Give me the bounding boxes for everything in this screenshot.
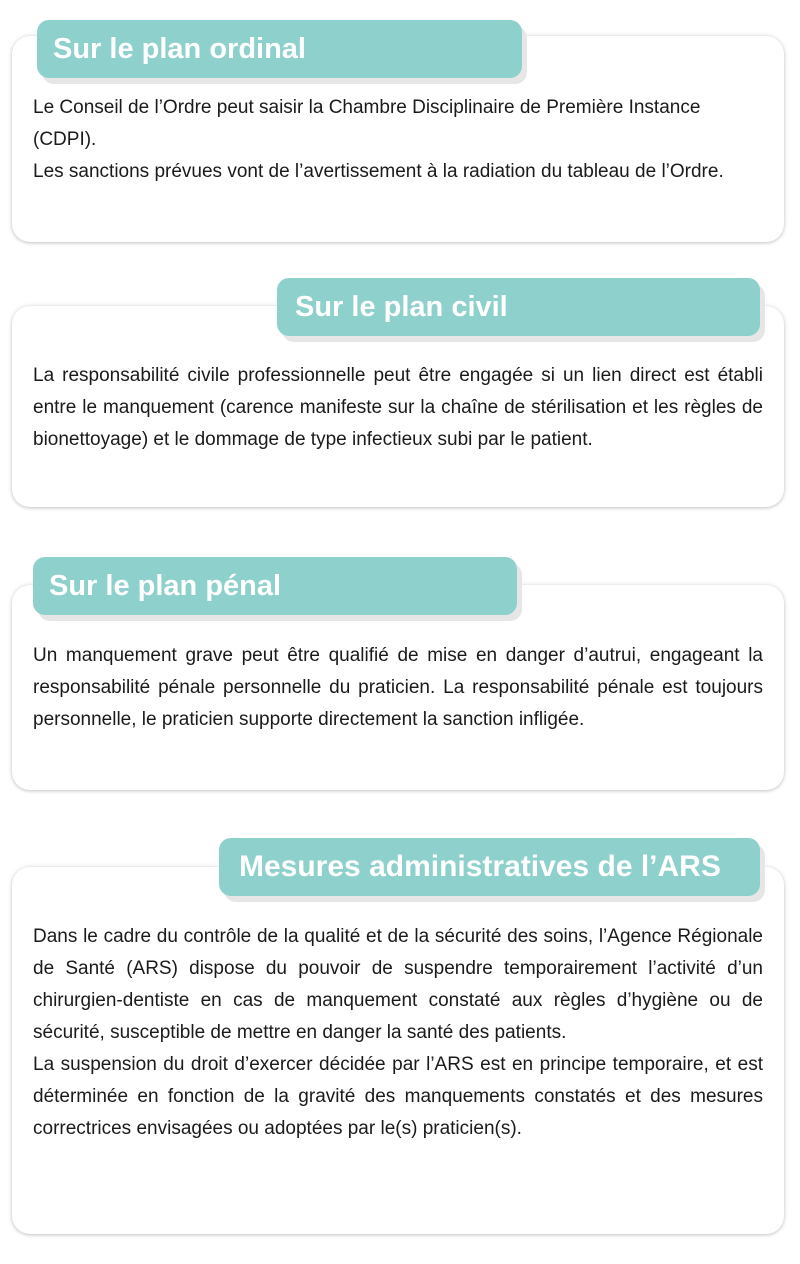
section-body-ars — [33, 921, 763, 1145]
section-body-penal — [33, 640, 763, 736]
paragraph: La suspension du droit d’exercer décidée par l’ARS est en principe temporaire, et est déterminée en fonction de la gravité des manquements constatés et des mesures correctrices envisagées ou adoptées par le(s) praticien(s). — [33, 1054, 763, 1139]
paragraph: La responsabilité civile professionnelle peut être engagée si un lien direct est établi entre le manquement (carence manifeste sur la chaîne de stérilisation et les règles de bionettoyage) et le dommage de type infectieux subi par le patient. — [33, 365, 763, 450]
paragraph: Les sanctions prévues vont de l’avertissement à la radiation du tableau de l’Ordre. — [33, 161, 724, 182]
section-title-ars: Mesures administratives de l’ARS — [219, 838, 760, 896]
paragraph: Dans le cadre du contrôle de la qualité et de la sécurité des soins, l’Agence Régionale de Santé (ARS) dispose du pouvoir de suspendre temporairement l’activité d’un chirurgien-dentiste en cas de manquement constaté aux règles d’hygiène ou de sécurité, susceptible de mettre en danger la santé des patients. — [33, 926, 763, 1043]
section-title-ordinal: Sur le plan ordinal — [37, 20, 522, 78]
section-body-ordinal — [33, 92, 763, 188]
section-title-civil: Sur le plan civil — [277, 278, 760, 336]
section-body-civil — [33, 360, 763, 456]
paragraph: Un manquement grave peut être qualifié de mise en danger d’autrui, engageant la responsabilité pénale personnelle du praticien. La responsabilité pénale est toujours personnelle, le praticien supporte directement la sanction infligée. — [33, 645, 763, 730]
section-title-penal: Sur le plan pénal — [33, 557, 517, 615]
paragraph: Le Conseil de l’Ordre peut saisir la Chambre Disciplinaire de Première Instance (CDPI). — [33, 97, 701, 150]
